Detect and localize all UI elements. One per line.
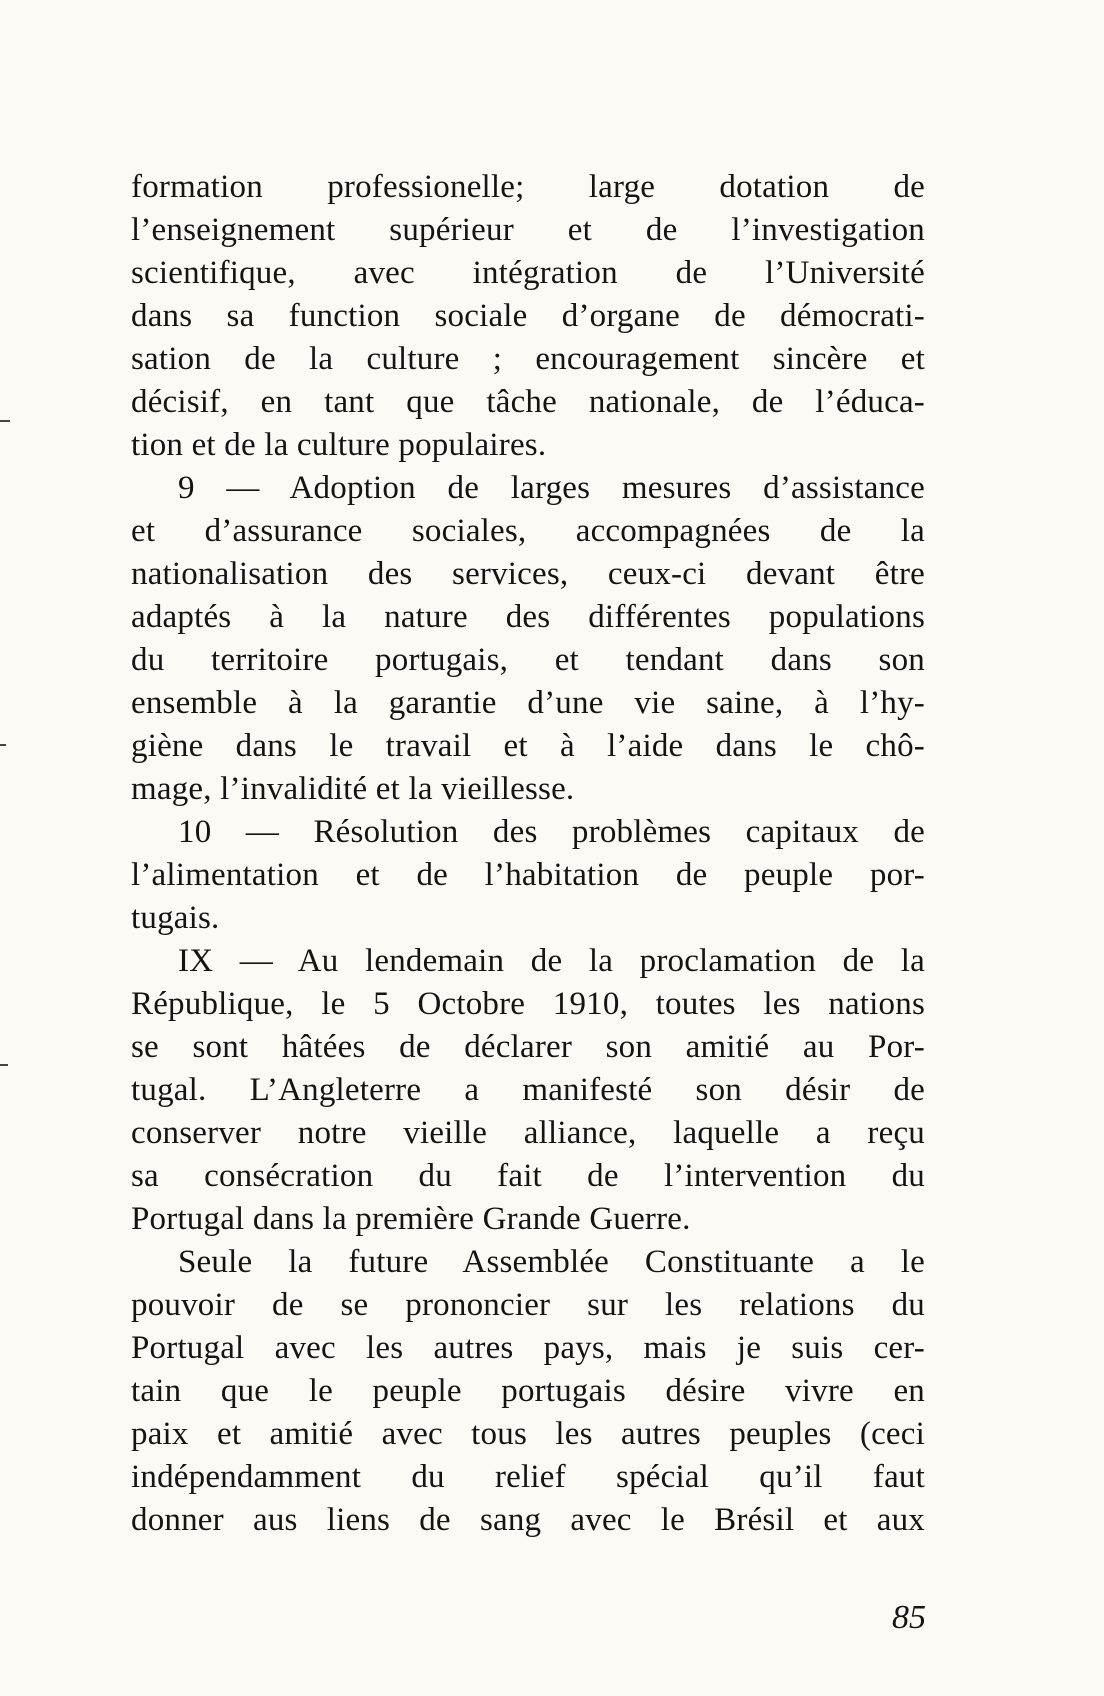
paragraph-start-line: 10 — Résolution des problèmes capitaux de xyxy=(178,814,925,850)
text-line: l’enseignement supérieur et de l’investigation xyxy=(131,212,925,248)
text-line: du territoire portugais, et tendant dans son xyxy=(131,642,925,678)
text-line: tugal. L’Angleterre a manifesté son désir de xyxy=(131,1072,925,1108)
text-line: tugais. xyxy=(131,900,220,936)
text-line: tain que le peuple portugais désire vivre en xyxy=(131,1373,925,1409)
paragraph-start-line: IX — Au lendemain de la proclamation de la xyxy=(178,943,925,979)
margin-mark xyxy=(0,420,10,422)
text-line: ensemble à la garantie d’une vie saine, à l’hy- xyxy=(131,685,925,721)
text-line: Portugal avec les autres pays, mais je suis cer- xyxy=(131,1330,925,1366)
margin-mark xyxy=(0,1064,8,1066)
text-line: décisif, en tant que tâche nationale, de l’éduca- xyxy=(131,384,925,420)
text-line: indépendamment du relief spécial qu’il faut xyxy=(131,1459,925,1495)
text-line: se sont hâtées de déclarer son amitié au Por- xyxy=(131,1029,925,1065)
text-line: donner aus liens de sang avec le Brésil et aux xyxy=(131,1502,925,1538)
text-line: paix et amitié avec tous les autres peuples (ceci xyxy=(131,1416,925,1452)
text-line: scientifique, avec intégration de l’Université xyxy=(131,255,925,291)
text-line: formation professionelle; large dotation de xyxy=(131,169,925,205)
text-line: Portugal dans la première Grande Guerre. xyxy=(131,1201,691,1237)
text-line: République, le 5 Octobre 1910, toutes les nations xyxy=(131,986,925,1022)
text-line: tion et de la culture populaires. xyxy=(131,427,547,463)
text-line: sa consécration du fait de l’intervention du xyxy=(131,1158,925,1194)
text-line: conserver notre vieille alliance, laquelle a reçu xyxy=(131,1115,925,1151)
text-line: pouvoir de se prononcier sur les relations du xyxy=(131,1287,925,1323)
text-line: giène dans le travail et à l’aide dans le chô- xyxy=(131,728,925,764)
text-line: l’alimentation et de l’habitation de peuple por- xyxy=(131,857,925,893)
paragraph-start-line: 9 — Adoption de larges mesures d’assistance xyxy=(178,470,925,506)
text-line: adaptés à la nature des différentes populations xyxy=(131,599,925,635)
text-line: mage, l’invalidité et la vieillesse. xyxy=(131,771,575,807)
margin-mark xyxy=(0,744,6,746)
page-number: 85 xyxy=(892,1599,926,1636)
text-line: nationalisation des services, ceux-ci devant être xyxy=(131,556,925,592)
text-line: dans sa function sociale d’organe de démocrati- xyxy=(131,298,925,334)
paragraph-start-line: Seule la future Assemblée Constituante a le xyxy=(178,1244,925,1280)
text-line: et d’assurance sociales, accompagnées de la xyxy=(131,513,925,549)
text-line: sation de la culture ; encouragement sincère et xyxy=(131,341,925,377)
